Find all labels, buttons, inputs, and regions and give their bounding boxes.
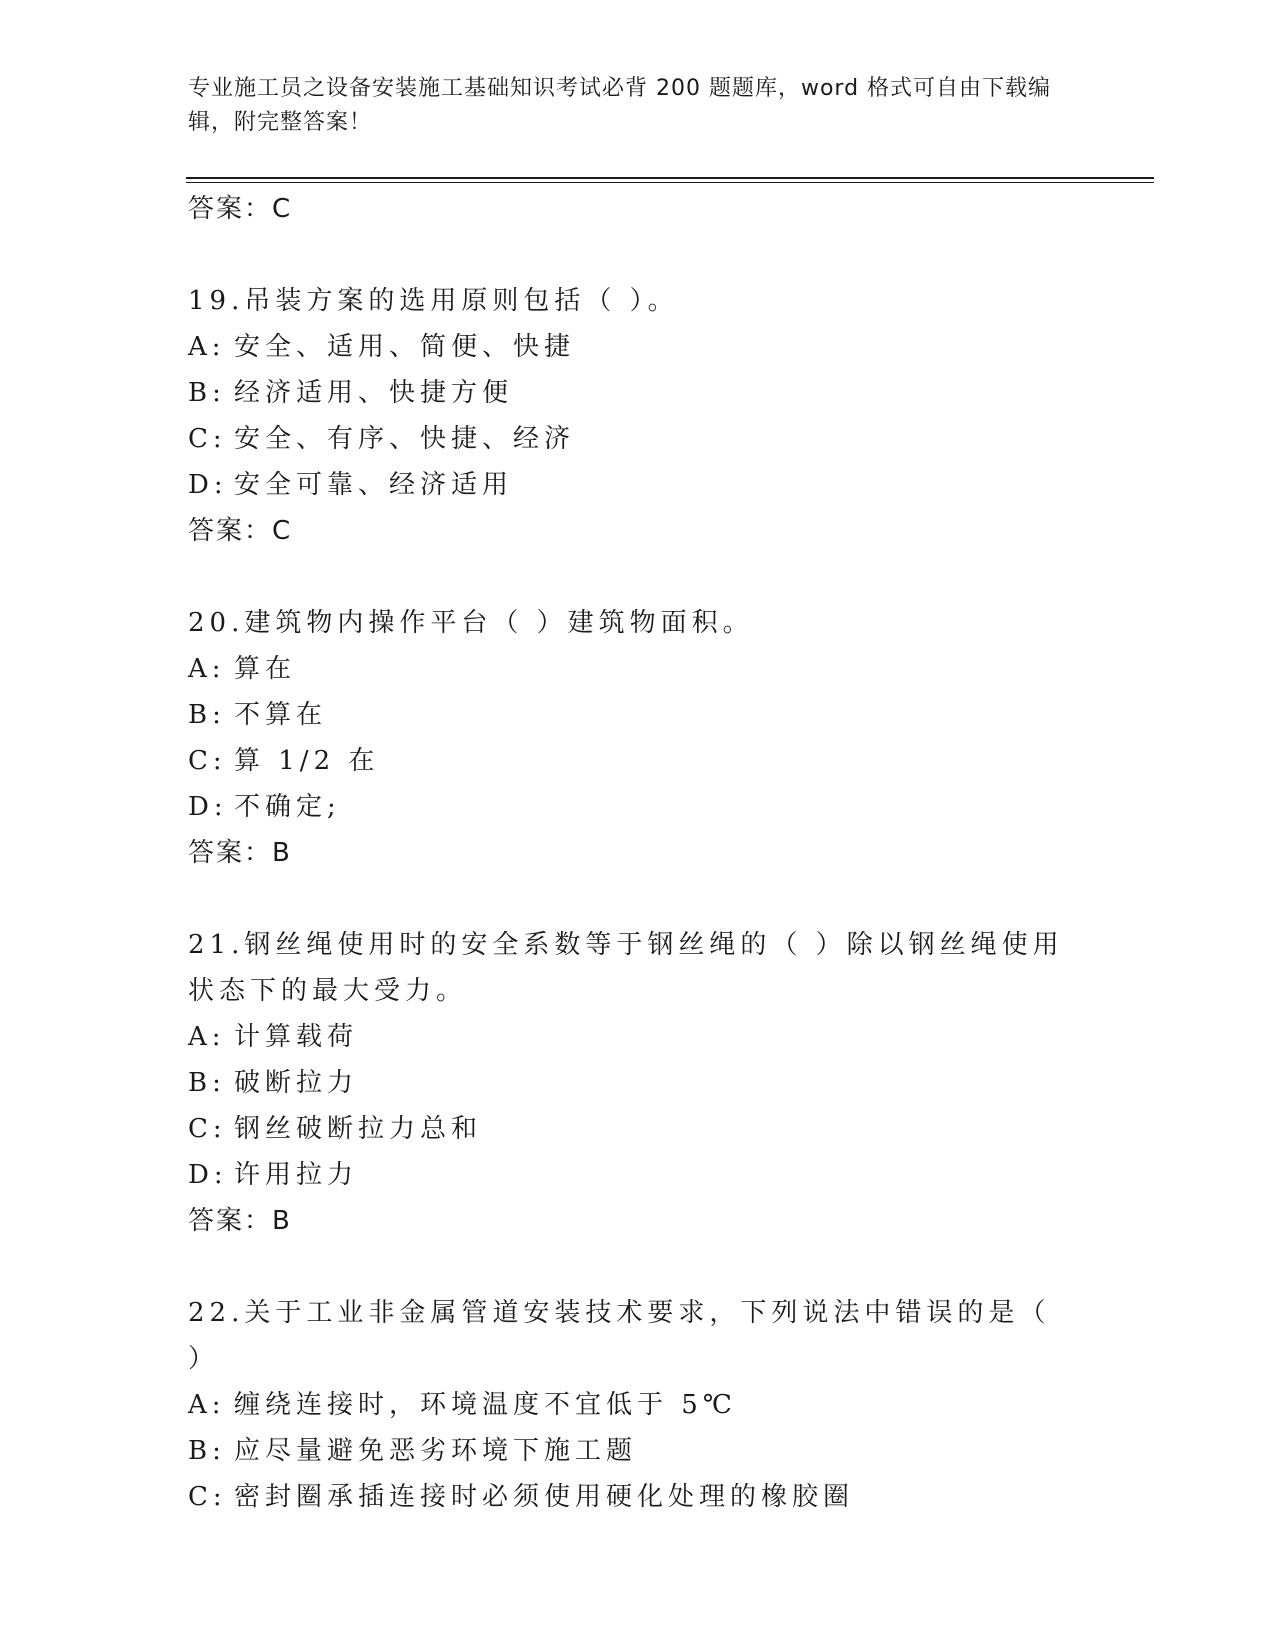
question-title: 20.建筑物内操作平台（ ）建筑物面积。 <box>188 608 754 638</box>
option-d <box>188 1152 1088 1198</box>
option-letter: C: <box>188 424 227 454</box>
option-letter: B: <box>188 1068 226 1098</box>
question-block <box>188 922 1088 1244</box>
option-letter: D: <box>188 792 228 822</box>
answer-line: 答案：C <box>188 194 293 224</box>
question-block <box>188 1290 1088 1520</box>
question-block <box>188 278 1088 554</box>
option-letter: A: <box>188 1022 226 1052</box>
question-block <box>188 600 1088 876</box>
option-letter: A: <box>188 654 226 684</box>
option-letter: D: <box>188 470 228 500</box>
option-text: 破断拉力 <box>234 1068 359 1098</box>
header-divider-thick <box>186 177 1154 179</box>
option-c <box>188 1474 1088 1520</box>
answer-line: 答案：B <box>188 838 292 868</box>
option-b <box>188 1060 1088 1106</box>
option-letter: D: <box>188 1160 228 1190</box>
option-letter: B: <box>188 378 226 408</box>
option-letter: B: <box>188 1436 226 1466</box>
document-header: 专业施工员之设备安装施工基础知识考试必背 200 题题库，word 格式可自由下载编辑，附完整答案！ <box>188 76 1052 135</box>
header-divider-thin <box>186 182 1154 183</box>
question-title: 19.吊装方案的选用原则包括（ ）。 <box>188 286 679 316</box>
option-d <box>188 462 1088 508</box>
option-letter: C: <box>188 1482 227 1512</box>
option-letter: A: <box>188 1390 226 1420</box>
option-c <box>188 1106 1088 1152</box>
option-text: 算在 <box>234 654 297 684</box>
option-text: 安全可靠、经济适用 <box>234 470 514 500</box>
option-text: 经济适用、快捷方便 <box>234 378 514 408</box>
option-text: 安全、适用、简便、快捷 <box>234 332 576 362</box>
question-title: 21.钢丝绳使用时的安全系数等于钢丝绳的（ ）除以钢丝绳使用状态下的最大受力。 <box>188 930 1064 1006</box>
option-text: 算 1/2 在 <box>234 746 380 776</box>
option-text: 许用拉力 <box>234 1160 359 1190</box>
option-letter: B: <box>188 700 226 730</box>
answer-line: 答案：C <box>188 516 293 546</box>
option-c <box>188 738 1088 784</box>
option-letter: C: <box>188 1114 227 1144</box>
option-text: 安全、有序、快捷、经济 <box>234 424 576 454</box>
option-a <box>188 324 1088 370</box>
option-a <box>188 1382 1088 1428</box>
option-letter: A: <box>188 332 226 362</box>
option-text: 不确定; <box>234 792 341 822</box>
option-b <box>188 370 1088 416</box>
option-text: 不算在 <box>234 700 328 730</box>
option-b <box>188 692 1088 738</box>
option-d <box>188 784 1088 830</box>
option-a <box>188 1014 1088 1060</box>
option-text: 缠绕连接时，环境温度不宜低于 5℃ <box>234 1390 737 1420</box>
question-list <box>188 186 1088 1520</box>
option-text: 密封圈承插连接时必须使用硬化处理的橡胶圈 <box>234 1482 855 1512</box>
option-text: 应尽量避免恶劣环境下施工题 <box>234 1436 638 1466</box>
answer-line: 答案：B <box>188 1206 292 1236</box>
option-b <box>188 1428 1088 1474</box>
option-text: 计算载荷 <box>234 1022 359 1052</box>
option-letter: C: <box>188 746 227 776</box>
question-title: 22.关于工业非金属管道安装技术要求，下列说法中错误的是（ ） <box>188 1298 1051 1374</box>
option-a <box>188 646 1088 692</box>
option-text: 钢丝破断拉力总和 <box>234 1114 483 1144</box>
option-c <box>188 416 1088 462</box>
